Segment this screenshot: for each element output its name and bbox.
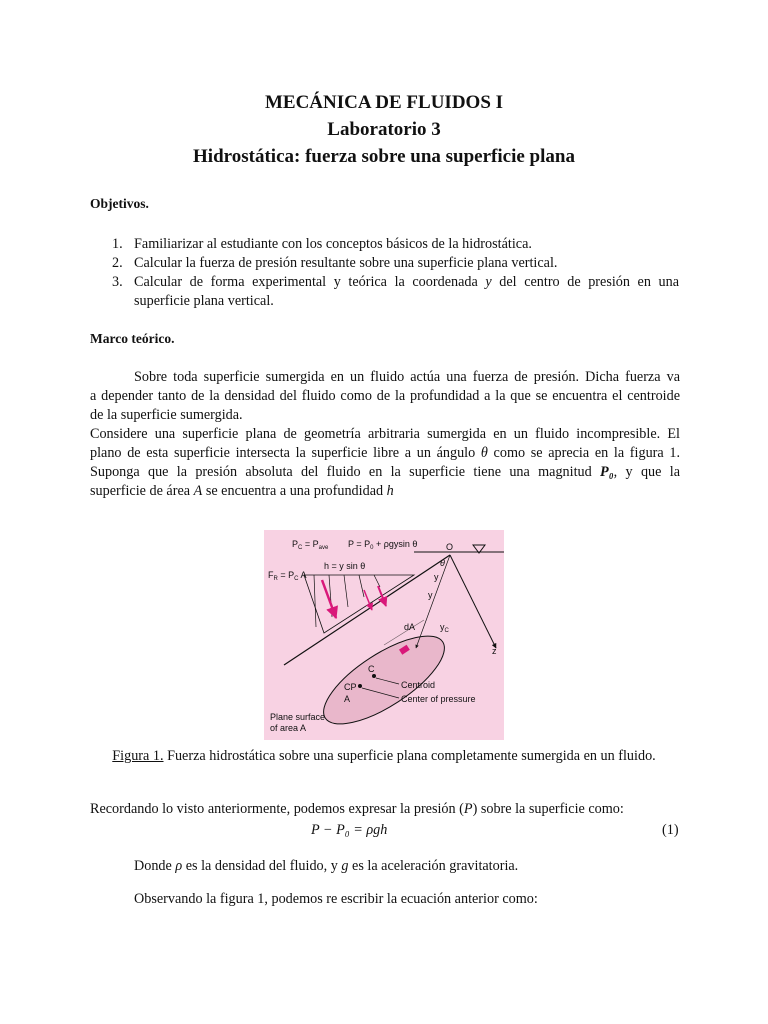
text-run: es la densidad del fluido, y bbox=[185, 858, 338, 874]
objective-number: 2. bbox=[112, 255, 123, 271]
hydrostatic-diagram bbox=[264, 530, 504, 740]
text-run: es la aceleración gravitatoria. bbox=[352, 858, 519, 874]
label-plane-surface: Plane surface bbox=[270, 712, 326, 722]
label-y2: y bbox=[428, 590, 433, 600]
objective-text: Calcular la fuerza de presión resultante sobre una superficie plana vertical. bbox=[134, 255, 558, 271]
theory-heading: Marco teórico. bbox=[90, 331, 175, 346]
label-o: O bbox=[446, 542, 454, 552]
math-depth: h bbox=[386, 483, 394, 499]
text-run: se encuentra a una profundidad bbox=[205, 483, 384, 499]
label-da: dA bbox=[404, 622, 416, 632]
resultant-force-arrow bbox=[322, 580, 336, 618]
para2-line4 bbox=[90, 482, 680, 501]
para1-line1: Sobre toda superficie sumergida en un fluido actúa una fuerza de presión. Dicha fuerza va bbox=[134, 369, 680, 385]
text-run: Recordando lo visto anteriormente, podemos expresar la presión ( bbox=[90, 801, 464, 817]
label-center-of-pressure: Center of pressure bbox=[401, 694, 476, 704]
para1-line3: de la superficie sumergida. bbox=[90, 407, 243, 423]
text-run: Donde bbox=[134, 858, 172, 874]
label-pc: $P_C = P_{ave}$ bbox=[292, 539, 329, 551]
objective-number: 3. bbox=[112, 274, 123, 290]
text-run: como se aprecia en la figura 1. bbox=[493, 445, 680, 461]
para1-line2: a depender tanto de la densidad del fluido como de la profundidad a la que se encuentra el centroide bbox=[90, 388, 680, 404]
math-p: P bbox=[463, 801, 473, 817]
objective-text: Familiarizar al estudiante con los conceptos básicos de la hidrostática. bbox=[134, 236, 532, 252]
centroid-point bbox=[372, 674, 376, 678]
label-p: $P = P_0 + \rho gysin$ θ bbox=[348, 539, 418, 551]
label-yc: $y_C$ bbox=[440, 622, 449, 634]
label-fr: $F_R = P_C$ A bbox=[268, 570, 307, 582]
label-of-area: of area A bbox=[270, 723, 307, 733]
label-h: h = y sin θ bbox=[324, 561, 366, 571]
text-run: , y que la bbox=[613, 464, 680, 480]
label-cp: CP bbox=[344, 682, 357, 692]
math-var-y: y bbox=[485, 274, 492, 290]
objective-text-line bbox=[134, 273, 679, 292]
label-y1: y bbox=[434, 572, 439, 582]
topic-title: Hidrostática: fuerza sobre una superficie plana bbox=[193, 146, 575, 167]
caption-text: Fuerza hidrostática sobre una superficie plana completamente sumergida en un fluido. bbox=[163, 748, 656, 764]
objective-text-line: superficie plana vertical. bbox=[134, 293, 274, 309]
text-run: superficie de área bbox=[90, 483, 191, 499]
text-run: plano de esta superficie intersecta la superficie libre a un ángulo bbox=[90, 445, 476, 461]
observe-line: Observando la figura 1, podemos re escribir la ecuación anterior como: bbox=[134, 891, 538, 907]
figure-1 bbox=[264, 530, 504, 740]
math-theta: θ bbox=[480, 445, 488, 461]
para2-line3 bbox=[90, 463, 680, 482]
text-run: del centro de presión en una bbox=[499, 274, 680, 290]
label-c: C bbox=[368, 664, 375, 674]
course-title: MECÁNICA DE FLUIDOS I bbox=[264, 92, 504, 113]
equation-number: (1) bbox=[662, 822, 679, 838]
where-line bbox=[134, 857, 518, 876]
pressure-prism bbox=[304, 575, 414, 633]
equation-1: P − P₀ = ρgh bbox=[311, 822, 388, 838]
label-theta: θ bbox=[440, 558, 445, 568]
label-z: z bbox=[492, 646, 497, 656]
recall-line bbox=[90, 800, 624, 819]
math-area: A bbox=[193, 483, 203, 499]
text-run: ) sobre la superficie como: bbox=[472, 801, 624, 817]
z-axis bbox=[450, 555, 496, 648]
lab-title: Laboratorio 3 bbox=[327, 119, 441, 140]
pressure-center-point bbox=[358, 684, 362, 688]
objective-number: 1. bbox=[112, 236, 123, 252]
para2-line1: Considere una superficie plana de geometría arbitraria sumergida en un fluido incompresible. El bbox=[90, 426, 680, 442]
text-run: Suponga que la presión absoluta del fluido en la superficie tiene una magnitud bbox=[90, 464, 592, 480]
math-rho: ρ bbox=[175, 858, 183, 874]
math-g: g bbox=[341, 858, 349, 874]
text-run: Calcular de forma experimental y teórica la coordenada bbox=[134, 274, 478, 290]
figure-caption bbox=[0, 748, 768, 765]
math-p0: P₀ bbox=[600, 464, 614, 480]
para2-line2 bbox=[90, 444, 680, 463]
label-centroid: Centroid bbox=[401, 680, 436, 690]
caption-label: Figura 1. bbox=[112, 748, 164, 764]
objectives-heading: Objetivos. bbox=[90, 196, 149, 211]
label-a: A bbox=[344, 694, 351, 704]
objective-3 bbox=[112, 273, 680, 313]
